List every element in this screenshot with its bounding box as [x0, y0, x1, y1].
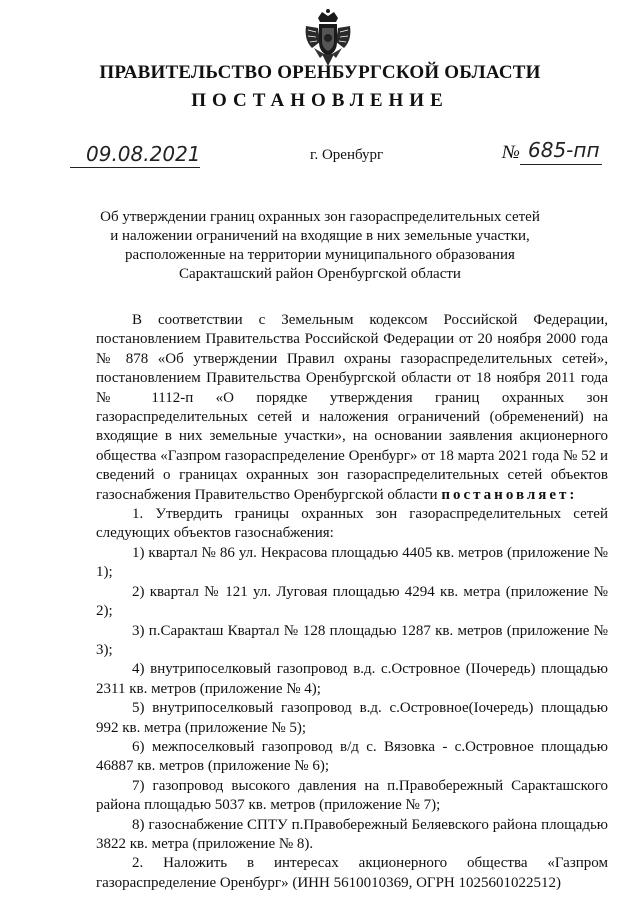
clause-item: 1) квартал № 86 ул. Некрасова площадью 4405 кв. метров (приложение № 1); [96, 544, 608, 581]
subject-line: и наложении ограничений на входящие в них земельные участки, [110, 228, 530, 244]
document-body [96, 311, 608, 893]
clause-item: 2) квартал № 121 ул. Луговая площадью 4294 кв. метра (приложение № 2); [96, 583, 608, 620]
document-type-title: ПОСТАНОВЛЕНИЕ [191, 90, 449, 111]
subject-line: расположенные на территории муниципального образования [125, 247, 515, 263]
clause-paragraph: 1. Утвердить границы охранных зон газораспределительных сетей следующих объектов газоснабжения: [96, 506, 608, 542]
subject-line: Об утверждении границ охранных зон газораспределительных сетей [100, 209, 540, 225]
clause-paragraph: 2. Наложить в интересах акционерного общества «Газпром газораспределение Оренбург» (ИНН 5610010369, ОГРН 1025601022512) [96, 855, 608, 891]
clause-item: 7) газопровод высокого давления на п.Правобережный Саракташского района площадью 5037 кв. метров (приложение № 7); [96, 777, 608, 814]
organization-name: ПРАВИТЕЛЬСТВО ОРЕНБУРГСКОЙ ОБЛАСТИ [99, 62, 541, 83]
decree-word: постановляет: [441, 486, 578, 503]
document-date: 09.08.2021 [86, 142, 201, 166]
clause-item: 8) газоснабжение СПТУ п.Правобережный Беляевского района площадью 3822 кв. метра (приложение № 8). [96, 816, 608, 852]
clause-item: 3) п.Саракташ Квартал № 128 площадью 1287 кв. метров (приложение № 3); [96, 622, 608, 658]
subject-line: Саракташский район Оренбургской области [179, 266, 461, 282]
document-subject [60, 208, 580, 284]
document-city: г. Оренбург [310, 147, 384, 163]
document-number: 685-пп [528, 138, 600, 162]
preamble-text: В соответствии с Земельным кодексом Российской Федерации, постановлением Правительства Российской Федерации от 20 ноября 2000 года № 878 «Об утверждении Правил охраны газораспределительных сетей», постановлением Правительства Оренбургской области от 18 ноября 2011 года № 1112-п «О порядке утверждения границ охранных зон газораспределительных сетей и наложения ограничений (обременений) на входящие в них земельные участки», на основании заявления акционерного общества «Газпром газораспределение Оренбург» от 18 марта 2021 года № 52 и сведений о границах охранных зон газораспределительных сетей объектов газоснабжения Правительство Оренбургской области [96, 312, 608, 503]
clause-item: 6) межпоселковый газопровод в/д с. Вязовка - с.Островное площадью 46887 кв. метров (приложение № 6); [96, 738, 608, 775]
number-underline [520, 164, 602, 165]
preamble-paragraph [96, 311, 608, 505]
number-sign: № [502, 142, 520, 163]
date-underline [70, 167, 200, 168]
coat-of-arms-emblem [302, 8, 354, 68]
clause-item: 4) внутрипоселковый газопровод в.д. с.Островное (IIочередь) площадью 2311 кв. метров (приложение № 4); [96, 661, 608, 697]
clause-item: 5) внутрипоселковый газопровод в.д. с.Островное(Iочередь) площадью 992 кв. метра (приложение № 5); [96, 700, 608, 736]
